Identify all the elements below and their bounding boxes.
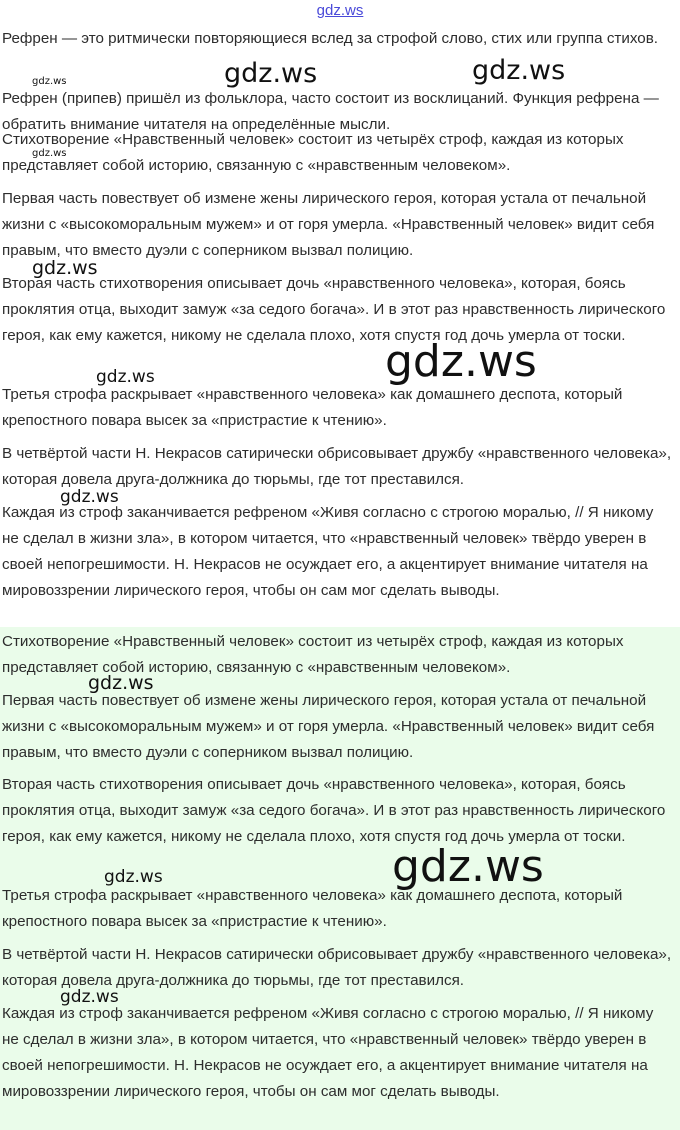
watermark: gdz.ws xyxy=(32,148,67,159)
answer-paragraph: Каждая из строф заканчивается рефреном «Живя согласно с строгою моралью, // Я никому не сделал в жизни зла», в котором читается, что «нравственный человек» твёрдо уверен в своей непогрешимости. Н. Некрасов не осуждает его, а акцентирует внимание читателя на мировоззрении лирического героя, чтобы он сам мог сделать выводы. xyxy=(2,504,654,599)
answer-paragraph: Третья строфа раскрывает «нравственного человека» как домашнего деспота, который крепостного повара высек за «пристрастие к чтению». xyxy=(2,887,623,930)
answer-paragraph: Первая часть повествует об измене жены лирического героя, которая устала от печальной жизни с «высокоморальным мужем» и от горя умерла. «Нравственный человек» видит себя правым, что вместо дуэли с соперником вызвал полицию. xyxy=(2,692,655,761)
answer-paragraph: В четвёртой части Н. Некрасов сатирически обрисовывает дружбу «нравственного человека», которая довела друга-должника до тюрьмы, где тот преставился. xyxy=(2,946,672,989)
watermark: gdz.ws xyxy=(60,987,119,1007)
answer-paragraph: Каждая из строф заканчивается рефреном «Живя согласно с строгою моралью, // Я никому не сделал в жизни зла», в котором читается, что «нравственный человек» твёрдо уверен в своей непогрешимости. Н. Некрасов не осуждает его, а акцентирует внимание читателя на мировоззрении лирического героя, чтобы он сам мог сделать выводы. xyxy=(2,1005,654,1100)
site-link[interactable]: gdz.ws xyxy=(316,2,364,19)
answer-paragraph: Вторая часть стихотворения описывает дочь «нравственного человека», которая, боясь проклятия отца, выходит замуж «за седого богача». И в этот раз нравственность лирического героя, как ему кажется, никому не сделала плохо, хотя спустя год дочь умерла от тоски. xyxy=(2,275,666,344)
watermark: gdz.ws xyxy=(88,672,154,694)
answer-paragraph: Первая часть повествует об измене жены лирического героя, которая устала от печальной жизни с «высокоморальным мужем» и от горя умерла. «Нравственный человек» видит себя правым, что вместо дуэли с соперником вызвал полицию. xyxy=(2,190,655,259)
answer-paragraph: Стихотворение «Нравственный человек» состоит из четырёх строф, каждая из которых представляет собой историю, связанную с «нравственным человеком». xyxy=(2,633,624,676)
answer-paragraph: Третья строфа раскрывает «нравственного человека» как домашнего деспота, который крепостного повара высек за «пристрастие к чтению». xyxy=(2,386,623,429)
watermark: gdz.ws xyxy=(224,58,318,89)
watermark: gdz.ws xyxy=(392,841,544,892)
watermark: gdz.ws xyxy=(472,55,566,86)
watermark: gdz.ws xyxy=(104,867,163,887)
watermark: gdz.ws xyxy=(96,367,155,387)
intro-paragraph: Рефрен (припев) пришёл из фольклора, часто состоит из восклицаний. Функция рефрена — обратить внимание читателя на определённые мысли. xyxy=(2,90,659,133)
watermark: gdz.ws xyxy=(32,76,67,87)
answer-paragraph: Вторая часть стихотворения описывает дочь «нравственного человека», которая, боясь проклятия отца, выходит замуж «за седого богача». И в этот раз нравственность лирического героя, как ему кажется, никому не сделала плохо, хотя спустя год дочь умерла от тоски. xyxy=(2,776,666,845)
watermark: gdz.ws xyxy=(385,336,537,387)
intro-paragraph: Рефрен — это ритмически повторяющиеся вслед за строфой слово, стих или группа стихов. xyxy=(2,30,659,47)
watermark: gdz.ws xyxy=(32,257,98,279)
watermark: gdz.ws xyxy=(60,487,119,507)
answer-paragraph: В четвёртой части Н. Некрасов сатирически обрисовывает дружбу «нравственного человека», которая довела друга-должника до тюрьмы, где тот преставился. xyxy=(2,445,672,488)
answer-paragraph: Стихотворение «Нравственный человек» состоит из четырёх строф, каждая из которых представляет собой историю, связанную с «нравственным человеком». xyxy=(2,131,624,174)
